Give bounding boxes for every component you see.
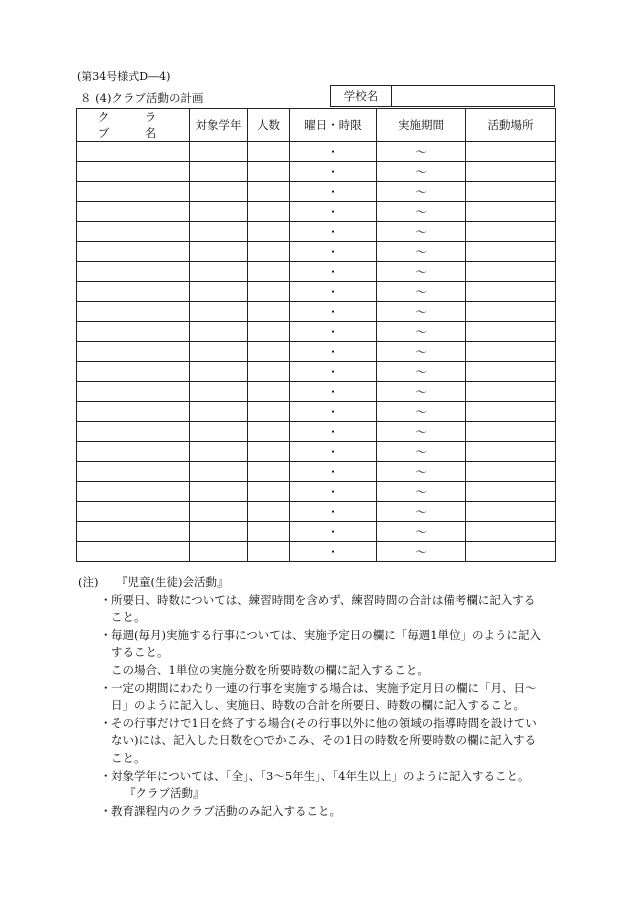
cell-location[interactable] — [466, 262, 556, 282]
table-row — [77, 442, 556, 462]
cell-target-grade[interactable] — [190, 482, 248, 502]
cell-day-period[interactable]: ・ — [290, 342, 377, 362]
header-target-grade: 対象学年 — [190, 109, 248, 142]
note-item: ・ 毎週(毎月)実施する行事については、実施予定日の欄に「毎週1単位」のように記入 — [78, 627, 558, 645]
page-title: ８ (4)クラブ活動の計画 — [80, 91, 204, 105]
cell-member-count[interactable] — [248, 282, 290, 302]
header-club-name: ク ラ ブ 名 — [77, 109, 190, 142]
cell-day-period[interactable]: ・ — [290, 482, 377, 502]
cell-target-grade[interactable] — [190, 382, 248, 402]
cell-period[interactable]: ～ — [377, 142, 466, 162]
cell-member-count[interactable] — [248, 462, 290, 482]
cell-member-count[interactable] — [248, 162, 290, 182]
cell-target-grade[interactable] — [190, 182, 248, 202]
cell-period[interactable]: ～ — [377, 362, 466, 382]
cell-day-period[interactable]: ・ — [290, 262, 377, 282]
cell-period[interactable]: ～ — [377, 522, 466, 542]
cell-day-period[interactable]: ・ — [290, 202, 377, 222]
cell-member-count[interactable] — [248, 342, 290, 362]
cell-location[interactable] — [466, 342, 556, 362]
cell-club-name[interactable] — [77, 462, 190, 482]
cell-location[interactable] — [466, 422, 556, 442]
table-row — [77, 502, 556, 522]
cell-target-grade[interactable] — [190, 162, 248, 182]
cell-member-count[interactable] — [248, 242, 290, 262]
table-header-row — [77, 109, 556, 142]
table-row — [77, 422, 556, 442]
school-name-field[interactable] — [392, 86, 554, 106]
cell-period[interactable]: ～ — [377, 222, 466, 242]
cell-day-period[interactable]: ・ — [290, 162, 377, 182]
cell-club-name[interactable] — [77, 202, 190, 222]
cell-period[interactable]: ～ — [377, 462, 466, 482]
cell-club-name[interactable] — [77, 282, 190, 302]
cell-period[interactable]: ～ — [377, 262, 466, 282]
note-item-continued: すること。 — [111, 645, 169, 660]
cell-day-period[interactable]: ・ — [290, 302, 377, 322]
cell-period[interactable]: ～ — [377, 502, 466, 522]
cell-target-grade[interactable] — [190, 542, 248, 562]
cell-member-count[interactable] — [248, 502, 290, 522]
cell-location[interactable] — [466, 462, 556, 482]
cell-location[interactable] — [466, 502, 556, 522]
cell-day-period[interactable]: ・ — [290, 462, 377, 482]
cell-member-count[interactable] — [248, 422, 290, 442]
cell-day-period[interactable]: ・ — [290, 142, 377, 162]
cell-member-count[interactable] — [248, 182, 290, 202]
cell-day-period[interactable]: ・ — [290, 502, 377, 522]
cell-member-count[interactable] — [248, 262, 290, 282]
cell-period[interactable]: ～ — [377, 302, 466, 322]
form-number: (第34号様式D―4) — [77, 70, 171, 83]
cell-day-period[interactable]: ・ — [290, 382, 377, 402]
cell-target-grade[interactable] — [190, 362, 248, 382]
cell-club-name[interactable] — [77, 322, 190, 342]
cell-location[interactable] — [466, 202, 556, 222]
cell-location[interactable] — [466, 442, 556, 462]
note-item-continued: 日」のように記入し、実施日、時数の合計を所要日、時数の欄に記入すること。 — [111, 698, 525, 713]
table-row — [77, 162, 556, 182]
cell-period[interactable]: ～ — [377, 282, 466, 302]
table-row — [77, 462, 556, 482]
cell-club-name[interactable] — [77, 542, 190, 562]
header-day-period: 曜日・時限 — [290, 109, 377, 142]
note-item: ・ 対象学年については、「全」、「3～5年生」、「4年生以上」のように記入すること。 — [78, 768, 558, 786]
cell-club-name[interactable] — [77, 382, 190, 402]
cell-target-grade[interactable] — [190, 402, 248, 422]
cell-club-name[interactable] — [77, 342, 190, 362]
cell-target-grade[interactable] — [190, 422, 248, 442]
cell-period[interactable]: ～ — [377, 402, 466, 422]
notes-section — [78, 574, 558, 820]
cell-location[interactable] — [466, 382, 556, 402]
cell-club-name[interactable] — [77, 422, 190, 442]
cell-club-name[interactable] — [77, 262, 190, 282]
header-member-count: 人数 — [248, 109, 290, 142]
cell-day-period[interactable]: ・ — [290, 182, 377, 202]
cell-target-grade[interactable] — [190, 322, 248, 342]
cell-club-name[interactable] — [77, 482, 190, 502]
table-row — [77, 482, 556, 502]
cell-target-grade[interactable] — [190, 282, 248, 302]
cell-target-grade[interactable] — [190, 262, 248, 282]
header-location: 活動場所 — [466, 109, 556, 142]
cell-day-period[interactable]: ・ — [290, 402, 377, 422]
table-row — [77, 522, 556, 542]
cell-location[interactable] — [466, 482, 556, 502]
table-row — [77, 222, 556, 242]
table-row — [77, 302, 556, 322]
table-row — [77, 402, 556, 422]
cell-day-period[interactable]: ・ — [290, 362, 377, 382]
table-row — [77, 382, 556, 402]
cell-period[interactable]: ～ — [377, 342, 466, 362]
cell-member-count[interactable] — [248, 202, 290, 222]
cell-day-period[interactable]: ・ — [290, 282, 377, 302]
note-item-continued: この場合、1単位の実施分数を所要時数の欄に記入すること。 — [111, 662, 429, 677]
cell-target-grade[interactable] — [190, 502, 248, 522]
cell-member-count[interactable] — [248, 522, 290, 542]
cell-day-period[interactable]: ・ — [290, 422, 377, 442]
cell-member-count[interactable] — [248, 542, 290, 562]
cell-location[interactable] — [466, 322, 556, 342]
cell-member-count[interactable] — [248, 302, 290, 322]
cell-location[interactable] — [466, 182, 556, 202]
cell-period[interactable]: ～ — [377, 322, 466, 342]
cell-location[interactable] — [466, 282, 556, 302]
table-row — [77, 142, 556, 162]
table-row — [77, 542, 556, 562]
cell-location[interactable] — [466, 362, 556, 382]
cell-target-grade[interactable] — [190, 142, 248, 162]
cell-location[interactable] — [466, 162, 556, 182]
cell-period[interactable]: ～ — [377, 382, 466, 402]
cell-club-name[interactable] — [77, 222, 190, 242]
cell-day-period[interactable]: ・ — [290, 322, 377, 342]
cell-target-grade[interactable] — [190, 442, 248, 462]
cell-club-name[interactable] — [77, 162, 190, 182]
cell-member-count[interactable] — [248, 402, 290, 422]
cell-club-name[interactable] — [77, 502, 190, 522]
cell-club-name[interactable] — [77, 182, 190, 202]
cell-target-grade[interactable] — [190, 462, 248, 482]
cell-period[interactable]: ～ — [377, 182, 466, 202]
cell-member-count[interactable] — [248, 482, 290, 502]
cell-club-name[interactable] — [77, 402, 190, 422]
cell-target-grade[interactable] — [190, 242, 248, 262]
note-item-continued: こと。 — [111, 610, 146, 625]
cell-club-name[interactable] — [77, 302, 190, 322]
notes-tag: (注) — [78, 575, 99, 589]
school-name-label: 学校名 — [331, 86, 392, 106]
table-row — [77, 182, 556, 202]
cell-member-count[interactable] — [248, 362, 290, 382]
table-row — [77, 342, 556, 362]
cell-club-name[interactable] — [77, 442, 190, 462]
cell-location[interactable] — [466, 222, 556, 242]
header-period: 実施期間 — [377, 109, 466, 142]
table-row — [77, 262, 556, 282]
table-row — [77, 202, 556, 222]
table-row — [77, 322, 556, 342]
note-item: ・ 一定の期間にわたり一連の行事を実施する場合は、実施予定月日の欄に「月、日～ — [78, 680, 558, 698]
cell-location[interactable] — [466, 522, 556, 542]
note-item: ・ 所要日、時数については、練習時間を含めず、練習時間の合計は備考欄に記入する — [78, 592, 558, 610]
club-plan-table — [76, 108, 556, 562]
cell-day-period[interactable]: ・ — [290, 542, 377, 562]
cell-target-grade[interactable] — [190, 522, 248, 542]
cell-location[interactable] — [466, 542, 556, 562]
note-item-continued: ない)には、記入した日数を○でかこみ、その1日の時数を所要時数の欄に記入する — [111, 733, 537, 748]
cell-target-grade[interactable] — [190, 202, 248, 222]
cell-day-period[interactable]: ・ — [290, 442, 377, 462]
cell-member-count[interactable] — [248, 322, 290, 342]
note-item: ・ その行事だけで1日を終了する場合(その行事以外に他の領域の指導時間を設けてい — [78, 715, 558, 733]
cell-day-period[interactable]: ・ — [290, 242, 377, 262]
table-row — [77, 362, 556, 382]
cell-member-count[interactable] — [248, 442, 290, 462]
cell-location[interactable] — [466, 242, 556, 262]
cell-day-period[interactable]: ・ — [290, 222, 377, 242]
cell-day-period[interactable]: ・ — [290, 522, 377, 542]
cell-period[interactable]: ～ — [377, 202, 466, 222]
cell-period[interactable]: ～ — [377, 542, 466, 562]
notes-section2-title: 『クラブ活動』 — [124, 786, 205, 801]
note-item-continued: こと。 — [111, 750, 146, 765]
cell-target-grade[interactable] — [190, 222, 248, 242]
cell-target-grade[interactable] — [190, 342, 248, 362]
cell-period[interactable]: ～ — [377, 242, 466, 262]
cell-target-grade[interactable] — [190, 302, 248, 322]
cell-location[interactable] — [466, 142, 556, 162]
school-name-box — [330, 85, 555, 107]
cell-period[interactable]: ～ — [377, 482, 466, 502]
cell-club-name[interactable] — [77, 242, 190, 262]
table-row — [77, 242, 556, 262]
cell-location[interactable] — [466, 402, 556, 422]
cell-member-count[interactable] — [248, 382, 290, 402]
table-row — [77, 282, 556, 302]
cell-club-name[interactable] — [77, 522, 190, 542]
cell-member-count[interactable] — [248, 222, 290, 242]
cell-period[interactable]: ～ — [377, 422, 466, 442]
cell-period[interactable]: ～ — [377, 442, 466, 462]
cell-period[interactable]: ～ — [377, 162, 466, 182]
cell-member-count[interactable] — [248, 142, 290, 162]
cell-club-name[interactable] — [77, 362, 190, 382]
cell-location[interactable] — [466, 302, 556, 322]
notes-section1-title: 『児童(生徒)会活動』 — [116, 575, 229, 589]
cell-club-name[interactable] — [77, 142, 190, 162]
note-item-last: ・ 教育課程内のクラブ活動のみ記入すること。 — [78, 803, 558, 821]
